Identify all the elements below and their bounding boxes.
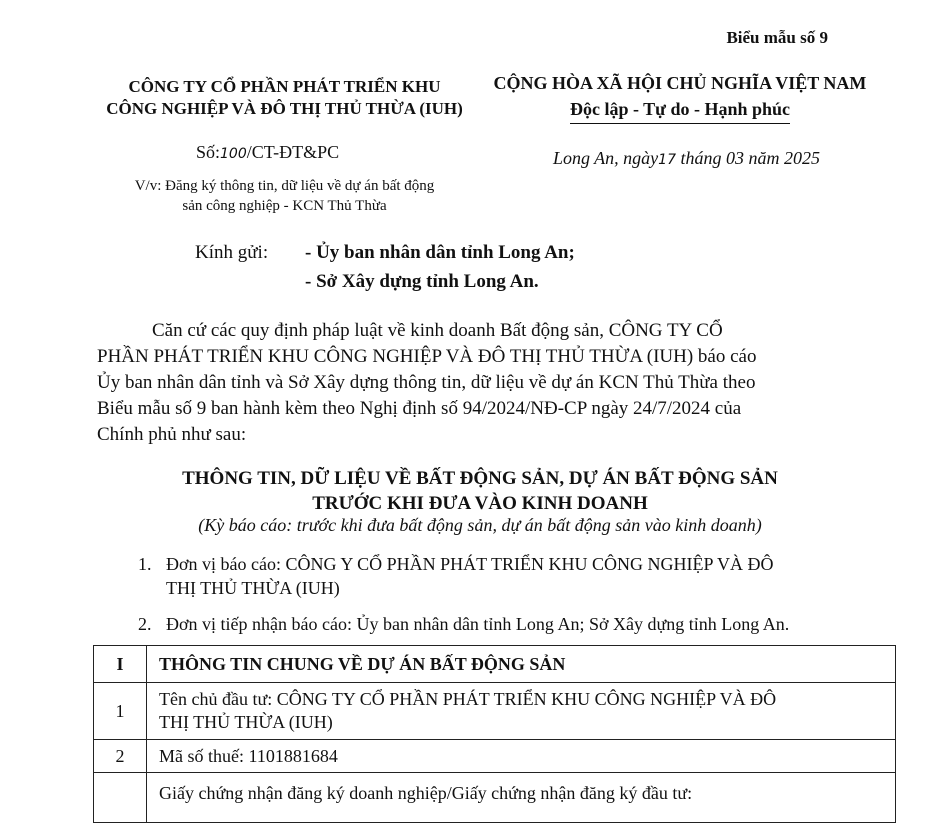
table-cell-text: THÔNG TIN CHUNG VỀ DỰ ÁN BẤT ĐỘNG SẢN: [147, 646, 896, 683]
company-name-line2: CÔNG NGHIỆP VÀ ĐÔ THỊ THỦ THỪA (IUH): [106, 99, 463, 118]
subject-line1: V/v: Đăng ký thông tin, dữ liệu về dự án bất động: [134, 178, 435, 194]
table-row: [94, 773, 896, 823]
table-cell-line1: Tên chủ đầu tư: CÔNG TY CỔ PHẦN PHÁT TRIỂN KHU CÔNG NGHIỆP VÀ ĐÔ: [159, 689, 777, 709]
recipient-1: - Ủy ban nhân dân tỉnh Long An;: [305, 242, 575, 263]
recipient-label: Kính gửi:: [195, 242, 269, 263]
report-period: (Kỳ báo cáo: trước khi đưa bất động sản, dự án bất động sản vào kinh doanh): [198, 515, 762, 535]
para-line: Căn cứ các quy định pháp luật về kinh doanh Bất động sản, CÔNG TY CỔ: [152, 320, 723, 341]
table-row: [94, 646, 896, 683]
date-line: [553, 148, 820, 169]
table-cell-line2: THỊ THỦ THỪA (IUH): [159, 712, 333, 732]
table-row: [94, 683, 896, 740]
table-cell-text: [147, 683, 896, 740]
list-item-text: Đơn vị tiếp nhận báo cáo: Ủy ban nhân dân tỉnh Long An; Sở Xây dựng tỉnh Long An.: [166, 614, 790, 634]
company-name-line1: CÔNG TY CỔ PHẦN PHÁT TRIỂN KHU: [128, 77, 441, 96]
table-cell-num: [94, 773, 147, 823]
report-title-line2: TRƯỚC KHI ĐƯA VÀO KINH DOANH: [312, 493, 648, 514]
report-title-line1: THÔNG TIN, DỮ LIỆU VỀ BẤT ĐỘNG SẢN, DỰ ÁN BẤT ĐỘNG SẢN: [182, 468, 778, 489]
project-info-table: [93, 645, 896, 823]
para-line: Chính phủ như sau:: [97, 424, 247, 445]
table-row: [94, 740, 896, 773]
company-name: [92, 76, 477, 120]
list-item-number: 1.: [138, 554, 152, 574]
para-line: PHẦN PHÁT TRIỂN KHU CÔNG NGHIỆP VÀ ĐÔ THỊ THỦ THỪA (IUH) báo cáo: [97, 346, 757, 367]
subject: [92, 176, 477, 216]
table-cell-num: I: [94, 646, 147, 683]
date-day-handwritten: 17: [658, 152, 676, 168]
document-number: [196, 142, 339, 163]
table-cell-text: Mã số thuế: 1101881684: [147, 740, 896, 773]
list-item: [138, 552, 774, 600]
nation-title: CỘNG HÒA XÃ HỘI CHỦ NGHĨA VIỆT NAM: [493, 73, 867, 93]
list-item: [138, 612, 789, 636]
doc-number-handwritten: 100: [220, 146, 247, 162]
recipient-2: - Sở Xây dựng tỉnh Long An.: [305, 271, 539, 292]
table-cell-num: 1: [94, 683, 147, 740]
table-cell-num: 2: [94, 740, 147, 773]
intro-paragraph: [97, 318, 887, 448]
list-item-text-cont: THỊ THỦ THỪA (IUH): [166, 578, 340, 598]
national-header: [470, 70, 890, 124]
nation-motto: Độc lập - Tự do - Hạnh phúc: [570, 96, 790, 124]
list-item-text: Đơn vị báo cáo: CÔNG Y CỔ PHẦN PHÁT TRIỂN KHU CÔNG NGHIỆP VÀ ĐÔ: [166, 554, 774, 574]
para-line: Ủy ban nhân dân tỉnh và Sở Xây dựng thông tin, dữ liệu về dự án KCN Thủ Thừa theo: [97, 372, 756, 393]
form-number: Biểu mẫu số 9: [726, 28, 828, 47]
doc-number-suffix: /CT-ĐT&PC: [246, 142, 340, 162]
list-item-number: 2.: [138, 614, 152, 634]
doc-number-prefix: Số:: [196, 142, 221, 162]
report-title: [110, 466, 850, 516]
date-prefix: Long An, ngày: [553, 148, 659, 168]
subject-line2: sản công nghiệp - KCN Thủ Thừa: [182, 198, 387, 214]
para-line: Biểu mẫu số 9 ban hành kèm theo Nghị định số 94/2024/NĐ-CP ngày 24/7/2024 của: [97, 398, 742, 419]
table-cell-text: Giấy chứng nhận đăng ký doanh nghiệp/Giấy chứng nhận đăng ký đầu tư:: [147, 773, 896, 823]
date-suffix: tháng 03 năm 2025: [676, 148, 820, 168]
